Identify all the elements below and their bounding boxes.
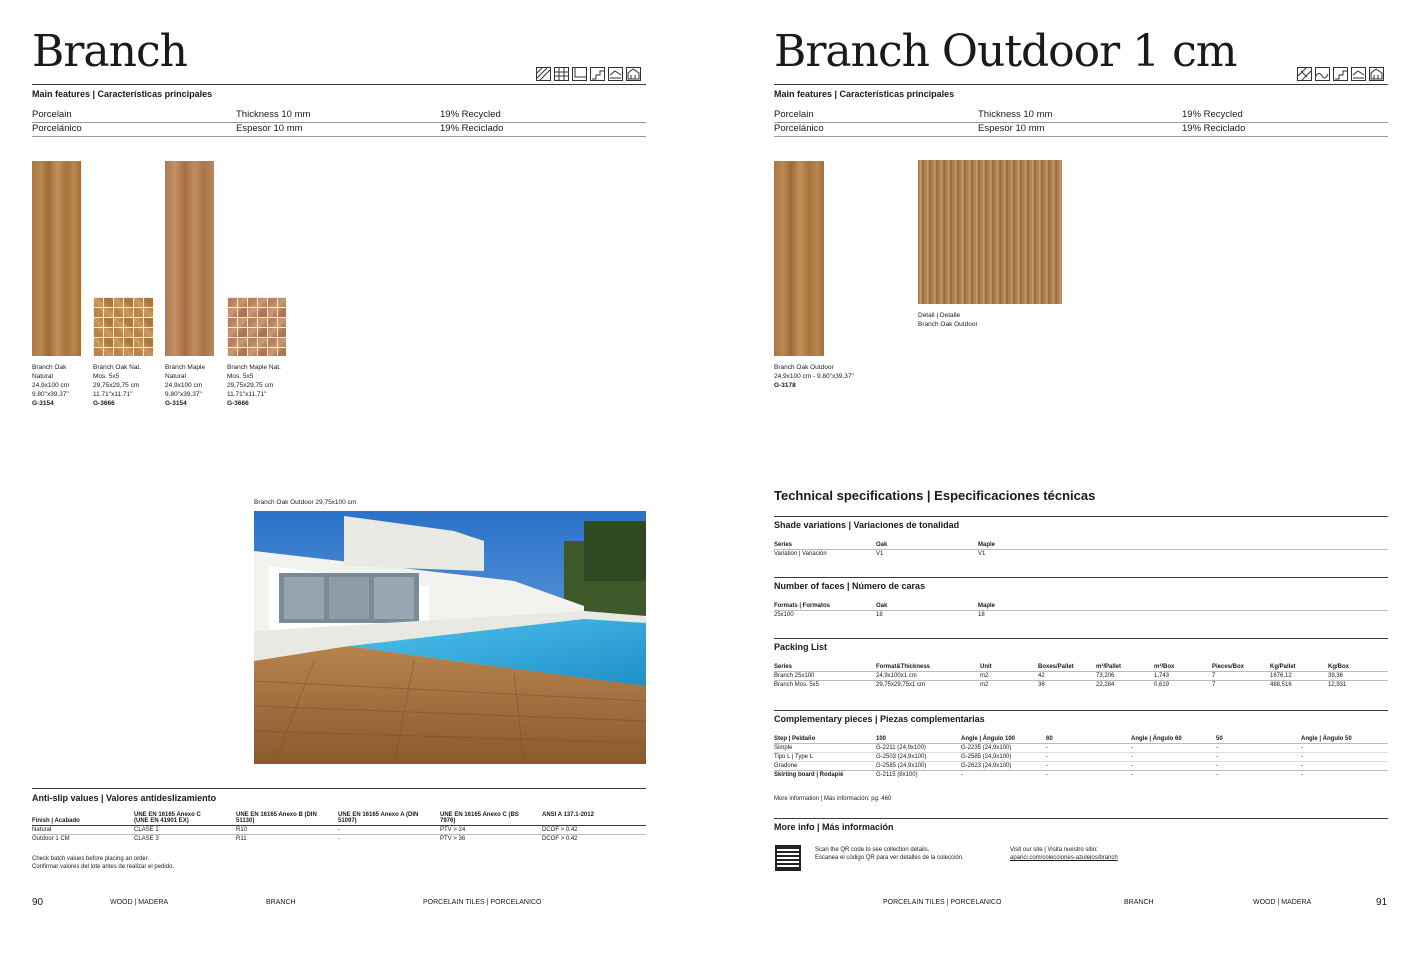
grid-tile-icon	[554, 67, 569, 81]
more-info-heading: More info | Más información	[774, 822, 894, 832]
packing-table	[774, 663, 1388, 689]
feature-recycled: 19% Reciclado	[440, 123, 504, 134]
table-row: 25x100 18 18	[774, 612, 985, 618]
product-caption: Branch Maple Nat. Mos. 5x5 29,75x29,75 cm 11.71"x11.71" G-3666	[227, 364, 281, 407]
product-code: G-3666	[93, 400, 115, 407]
feature-thickness: Thickness 10 mm	[236, 109, 311, 120]
wall-hatch-icon	[536, 67, 551, 81]
features-row	[774, 123, 1386, 135]
usage-icons	[536, 67, 641, 81]
tile-image-oak-mosaic	[93, 297, 153, 356]
detail-image	[918, 160, 1062, 304]
tech-specs-heading: Technical specifications | Especificaciones técnicas	[774, 488, 1096, 503]
table-row: Natural CLASE 1 R10 - PTV > 24 DCOF > 0.42	[32, 827, 578, 833]
page-title: Branch Outdoor 1 cm	[774, 26, 1237, 77]
facade-icon	[1369, 67, 1384, 81]
features-row	[774, 109, 1386, 121]
packing-heading: Packing List	[774, 642, 828, 652]
ambient-photo	[254, 511, 646, 764]
table-row: Variation | Variación V1 V1	[774, 551, 986, 557]
feature-thickness: Espesor 10 mm	[236, 123, 303, 134]
antislip-table	[32, 811, 646, 843]
table-row: Outdoor 1 CM CLASE 3 R11 - PTV > 36 DCOF > 0.42	[32, 836, 578, 842]
feature-thickness: Thickness 10 mm	[978, 109, 1053, 120]
outdoor-floor-icon	[1351, 67, 1366, 81]
comp-more-info: More information | Más información: pg. 460	[774, 796, 892, 802]
main-features-heading: Main features | Características principales	[774, 89, 955, 99]
table-row: Gradone G-2585 (24,9x100) G-2623 (24,9x100) - - - -	[774, 763, 1303, 769]
qr-text: Escanea el código QR para ver detalles de la colección.	[815, 855, 964, 861]
feature-material: Porcelánico	[774, 123, 824, 134]
tile-image-maple-mosaic	[227, 297, 286, 356]
feature-material: Porcelain	[774, 109, 814, 120]
visit-text: Visit our site | Visita nuestro sitio:	[1010, 847, 1098, 853]
antislip-note: Confirmar valores del lote antes de realizar el pedido.	[32, 864, 175, 870]
floor-icon	[572, 67, 587, 81]
faces-heading: Number of faces | Número de caras	[774, 581, 926, 591]
feature-recycled: 19% Recycled	[1182, 109, 1243, 120]
table-row: Skirting board | Rodapié G-2115 (8x100) - - - - -	[774, 772, 1303, 778]
website-link[interactable]: aparici.com/colecciones-azulejos/branch	[1010, 855, 1118, 861]
comp-table	[774, 735, 1388, 779]
faces-table	[774, 602, 1388, 619]
page-number: 91	[1376, 897, 1388, 908]
comp-heading: Complementary pieces | Piezas complementarias	[774, 714, 985, 724]
table-row: Simple G-2211 (24,9x100) G-2235 (24,9x100) - - - -	[774, 745, 1303, 751]
product-caption: Branch Oak Nat. Mos. 5x5 29,75x29,75 cm 11.71"x11.71" G-3666	[93, 364, 142, 407]
shade-heading: Shade variations | Variaciones de tonalidad	[774, 520, 960, 530]
feature-material: Porcelánico	[32, 123, 82, 134]
stair-icon	[590, 67, 605, 81]
product-code: G-3154	[32, 400, 54, 407]
product-caption: Branch Maple Natural 24,9x100 cm 9.80"x39.37" G-3154	[165, 364, 206, 407]
features-row	[32, 109, 644, 121]
shade-table	[774, 541, 1388, 558]
main-features-heading: Main features | Características principales	[32, 89, 213, 99]
qr-code[interactable]	[775, 845, 801, 871]
stair-icon	[1333, 67, 1348, 81]
page-number: 90	[32, 897, 44, 908]
table-row: Branch Mos. 5x5 29,75x29,75x1 cm m2 36 22,284 0,619 7 488,516 12,931	[774, 682, 1347, 688]
feature-material: Porcelain	[32, 109, 72, 120]
outdoor-floor-icon	[608, 67, 623, 81]
antislip-note: Check batch values before placing an order.	[32, 856, 150, 862]
table-header-row: Series Oak Maple	[774, 542, 996, 548]
feature-thickness: Espesor 10 mm	[978, 123, 1045, 134]
table-row: Tipo L | Type L G-2503 (24,9x100) G-2585 (24,9x100) - - - -	[774, 754, 1303, 760]
right-page	[710, 0, 1420, 968]
features-row	[32, 123, 644, 135]
tile-image-oak-outdoor	[774, 161, 824, 356]
footer-category: WOOD | MADERA	[1253, 899, 1312, 906]
antislip-heading: Anti-slip values | Valores antideslizamiento	[32, 793, 217, 803]
footer-collection: BRANCH	[1124, 899, 1154, 906]
detail-caption: Detail | Detalle	[918, 312, 961, 319]
usage-icons	[1297, 67, 1384, 81]
table-header-row: Formats | Formatos Oak Maple	[774, 603, 996, 609]
table-header-row: Finish | Acabado UNE EN 16165 Anexo C (UNE EN 41901 EX) UNE EN 16165 Anexo B (DIN 51130) UNE EN 16165 Anexo A (DIN 51097) UNE EN 16165 Anexo C (BS 7976) ANSI A 137.1-2012	[32, 812, 594, 824]
product-code: G-3154	[165, 400, 187, 407]
outdoor-tile-icon	[1297, 67, 1312, 81]
detail-caption: Branch Oak Outdoor	[918, 321, 978, 328]
table-row: Branch 25x100 24,9x100x1 cm m2 42 73,206 1,743 7 1676,12 39,36	[774, 673, 1344, 679]
footer-type: PORCELAIN TILES | PORCELANICO	[423, 899, 542, 906]
footer-type: PORCELAIN TILES | PORCELANICO	[883, 899, 1002, 906]
wave-icon	[1315, 67, 1330, 81]
footer-category: WOOD | MADERA	[110, 899, 169, 906]
product-code: G-3178	[774, 382, 796, 389]
photo-caption: Branch Oak Outdoor 29,75x100 cm	[254, 499, 357, 506]
table-header-row: Step | Peldaño 100 Angle | Ángulo 100 60 Angle | Ángulo 60 50 Angle | Ángulo 50	[774, 736, 1352, 742]
product-code: G-3666	[227, 400, 249, 407]
tile-image-maple-natural	[165, 161, 214, 356]
feature-recycled: 19% Recycled	[440, 109, 501, 120]
feature-recycled: 19% Reciclado	[1182, 123, 1246, 134]
facade-icon	[626, 67, 641, 81]
footer-collection: BRANCH	[266, 899, 296, 906]
product-caption: Branch Oak Outdoor 24,9x100 cm - 9.80"x39.37" G-3178	[774, 364, 854, 389]
tile-image-oak-natural	[32, 161, 81, 356]
table-header-row: Series Format&Thickness Unit Boxes/Pallet m²/Pallet m²/Box Pieces/Box Kg/Pallet Kg/Box	[774, 664, 1349, 670]
qr-text: Scan the QR code to see collection details.	[815, 847, 930, 853]
page-title: Branch	[32, 26, 187, 77]
product-caption: Branch Oak Natural 24,9x100 cm 9.80"x39.37" G-3154	[32, 364, 70, 407]
